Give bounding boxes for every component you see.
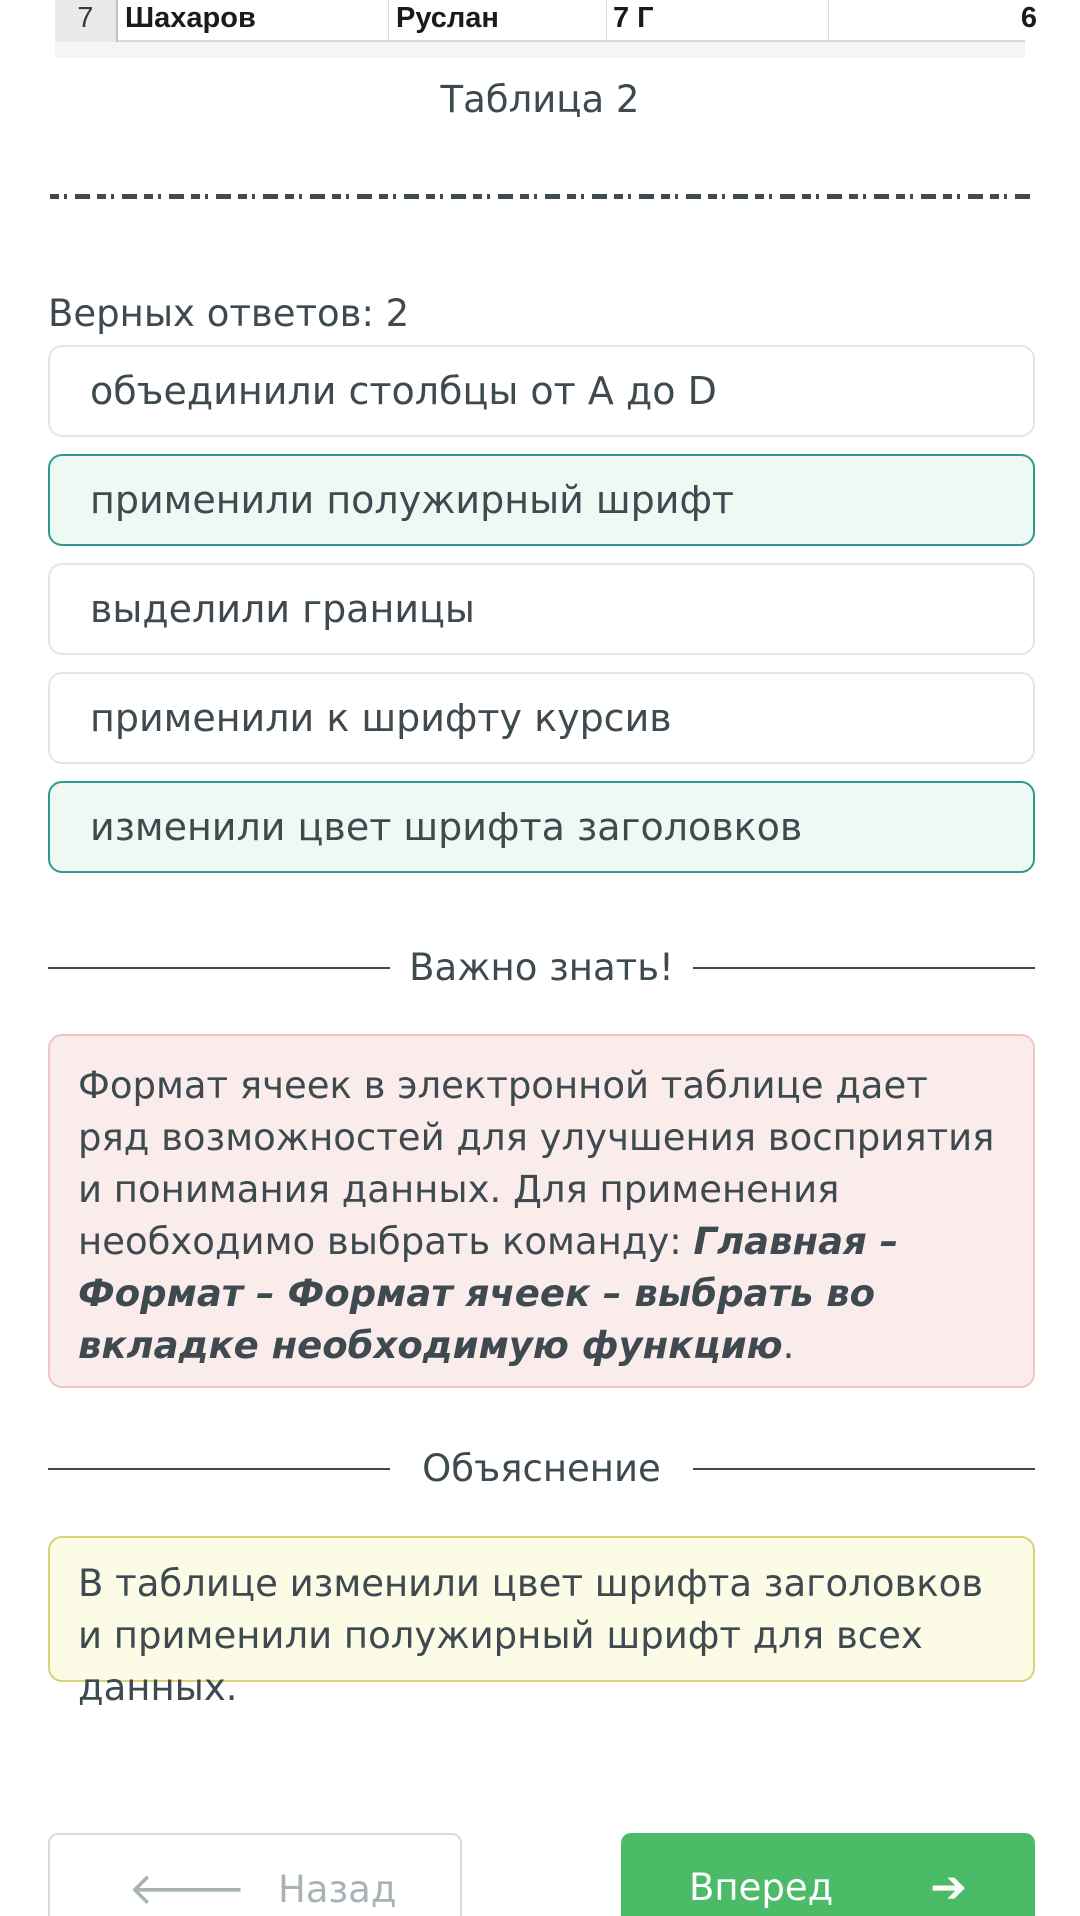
- dashed-separator: [50, 190, 1030, 202]
- back-button-label: Назад: [278, 1868, 397, 1911]
- important-divider: [48, 943, 1035, 993]
- answer-option[interactable]: выделили границы: [48, 563, 1035, 655]
- explanation-divider: [48, 1444, 1035, 1494]
- next-button[interactable]: [621, 1833, 1035, 1916]
- arrow-left-icon: 🡐: [128, 1864, 246, 1915]
- important-title: Важно знать!: [409, 946, 674, 989]
- correct-answers-count: Верных ответов: 2: [48, 292, 410, 335]
- back-button[interactable]: [48, 1833, 462, 1916]
- important-text: Формат ячеек в электронной таблице дает ряд возможностей для улучшения восприятия и понимания данных. Для применения необходимо выбрать команду:: [78, 1064, 995, 1263]
- answer-option[interactable]: изменили цвет шрифта заголовков: [48, 781, 1035, 873]
- row-number: 7: [55, 0, 118, 42]
- answer-option[interactable]: применили полужирный шрифт: [48, 454, 1035, 546]
- important-text-end: .: [782, 1324, 795, 1367]
- table-caption: Таблица 2: [440, 78, 640, 121]
- cell-value: 6: [1020, 2, 1037, 34]
- explanation-text: В таблице изменили цвет шрифта заголовков и применили полужирный шрифт для всех данных.: [78, 1562, 984, 1709]
- spreadsheet-row: [55, 0, 1037, 42]
- divider-line: [693, 967, 1035, 969]
- divider-line: [693, 1468, 1035, 1470]
- cell-first-name: Руслан: [389, 0, 607, 42]
- answer-option[interactable]: применили к шрифту курсив: [48, 672, 1035, 764]
- important-info-box: [48, 1034, 1035, 1388]
- answer-option[interactable]: объединили столбцы от А до D: [48, 345, 1035, 437]
- cell-last-name: Шахаров: [120, 0, 389, 42]
- important-command-path: Главная – Формат – Формат ячеек – выбрать во вкладке необходимую функцию: [78, 1220, 899, 1367]
- explanation-title: Объяснение: [422, 1447, 661, 1490]
- arrow-right-icon: ➔: [930, 1862, 967, 1913]
- explanation-box: [48, 1536, 1035, 1709]
- cell-class: 7 Г: [607, 0, 829, 42]
- spreadsheet-fragment: [55, 0, 1037, 58]
- next-button-label: Вперед: [689, 1866, 834, 1909]
